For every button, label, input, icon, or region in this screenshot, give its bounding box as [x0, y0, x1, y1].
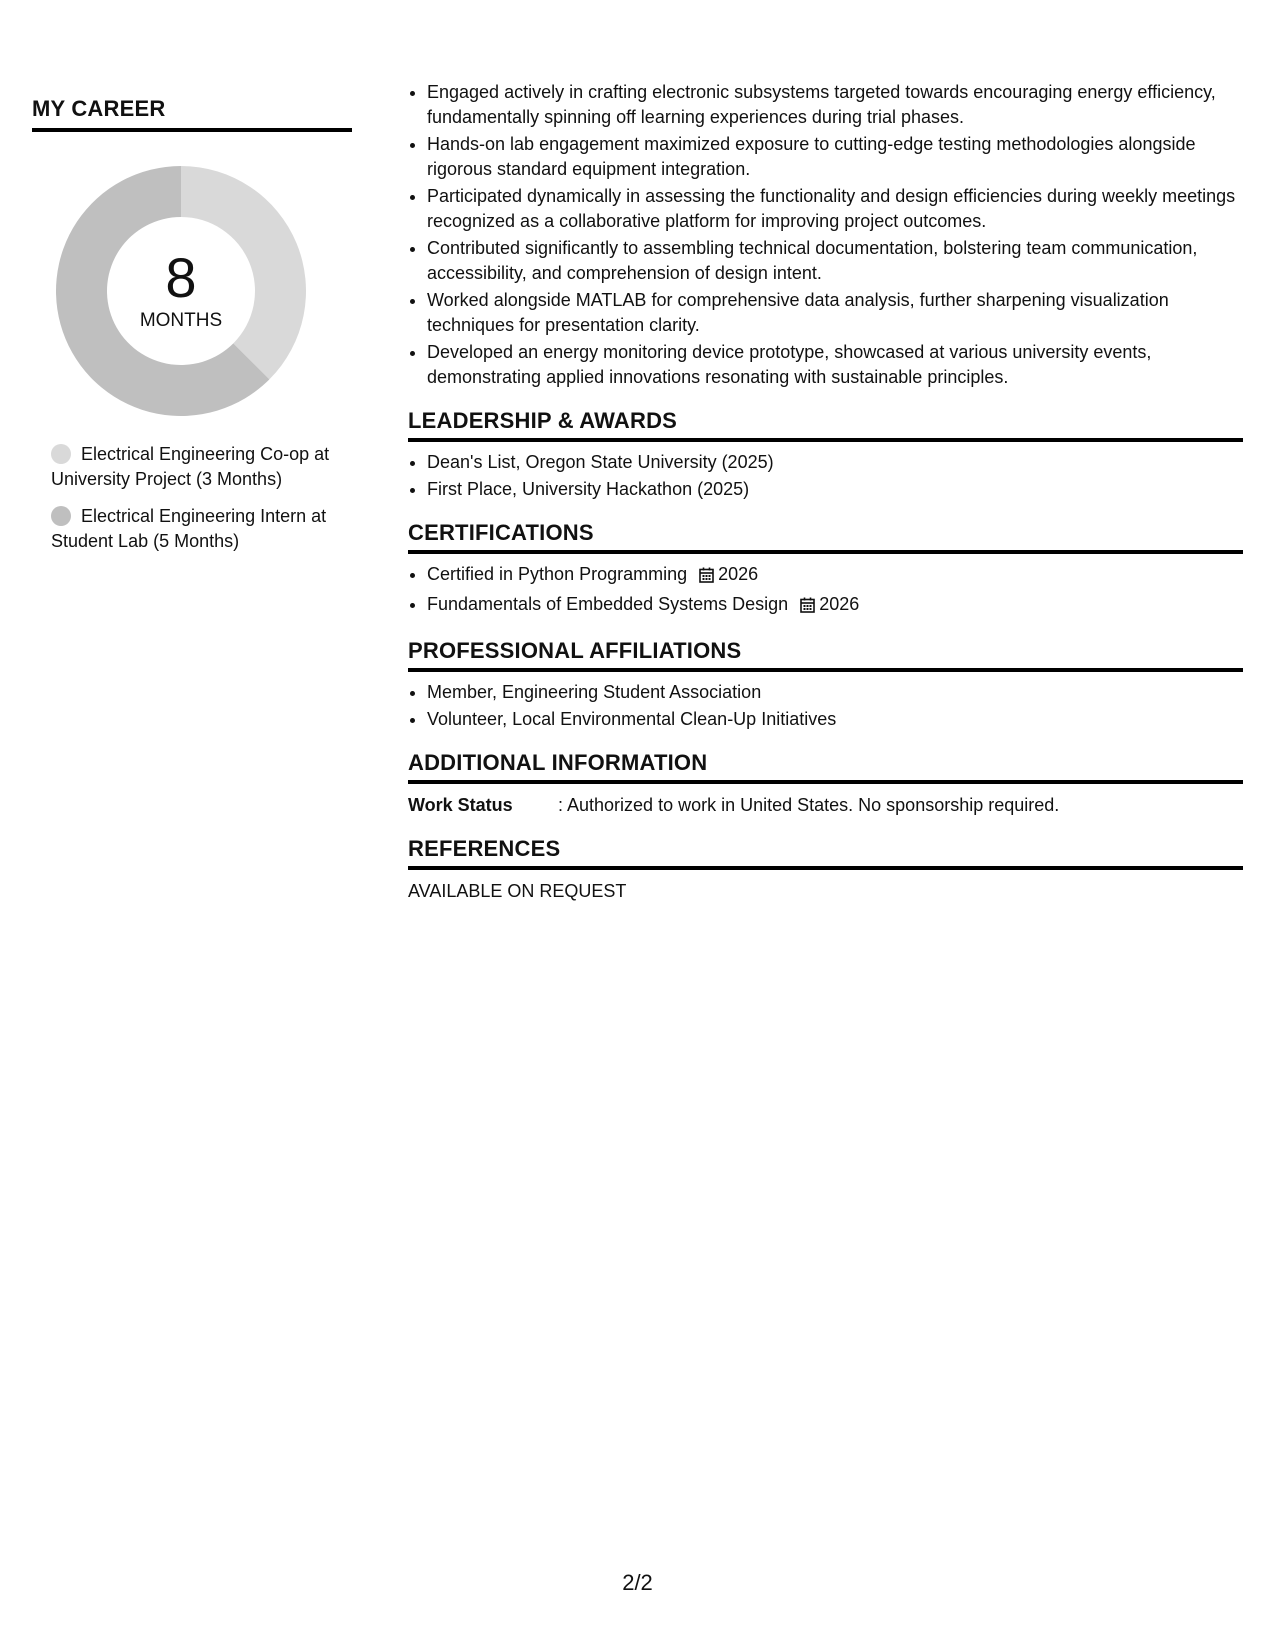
references-text: AVAILABLE ON REQUEST	[408, 881, 627, 901]
affiliations-list	[408, 680, 1243, 732]
certification-item	[427, 562, 1243, 590]
references-heading: REFERENCES	[408, 836, 1243, 870]
affiliation-item: • Volunteer, Local Environmental Clean-Up Initiatives	[427, 707, 1243, 732]
certification-item	[427, 592, 1243, 620]
experience-bullet: • Participated dynamically in assessing the functionality and design efficiencies during weekly meetings recognized as a collaborative platform for improving project outcomes.	[427, 184, 1243, 234]
certifications-list	[408, 562, 1243, 620]
career-sidebar	[32, 96, 352, 566]
certification-year: 2026	[819, 594, 860, 614]
affiliations-heading: PROFESSIONAL AFFILIATIONS	[408, 638, 1243, 672]
experience-bullets	[408, 80, 1243, 390]
career-heading: MY CAREER	[32, 96, 352, 132]
leadership-item: • First Place, University Hackathon (2025)	[427, 477, 1243, 502]
legend-dot-icon	[51, 506, 71, 526]
career-donut-chart	[56, 166, 306, 416]
experience-bullet: • Engaged actively in crafting electronic subsystems targeted towards encouraging energy efficiency, fundamentally spinning off learning experiences during trial phases.	[427, 80, 1243, 130]
legend-item-coop	[51, 442, 352, 492]
experience-bullet: • Worked alongside MATLAB for comprehensive data analysis, further sharpening visualization techniques for presentation clarity.	[427, 288, 1243, 338]
page-number: 2/2	[622, 1570, 653, 1595]
experience-bullet: • Contributed significantly to assembling technical documentation, bolstering team communication, accessibility, and comprehension of design intent.	[427, 236, 1243, 286]
main-content	[408, 80, 1243, 904]
certifications-heading: CERTIFICATIONS	[408, 520, 1243, 554]
calendar-icon	[699, 565, 714, 590]
certification-year: 2026	[718, 564, 759, 584]
leadership-item: • Dean's List, Oregon State University (2025)	[427, 450, 1243, 475]
work-status-row	[408, 792, 1243, 818]
career-legend	[32, 442, 352, 554]
legend-item-intern	[51, 504, 352, 554]
donut-center	[56, 166, 306, 416]
certification-name: Certified in Python Programming	[427, 564, 688, 584]
legend-label: Electrical Engineering Co-op at University Project (3 Months)	[51, 444, 330, 489]
certification-name: Fundamentals of Embedded Systems Design	[427, 594, 789, 614]
experience-bullet: • Hands-on lab engagement maximized exposure to cutting-edge testing methodologies alongside rigorous standard equipment integration.	[427, 132, 1243, 182]
leadership-list	[408, 450, 1243, 502]
legend-label: Electrical Engineering Intern at Student Lab (5 Months)	[51, 506, 327, 551]
total-months-number: 8	[165, 246, 197, 309]
additional-info-heading: ADDITIONAL INFORMATION	[408, 750, 1243, 784]
affiliation-item: • Member, Engineering Student Association	[427, 680, 1243, 705]
work-status-label: Work Status	[408, 795, 513, 815]
total-months-unit: MONTHS	[139, 310, 223, 331]
experience-bullet: • Developed an energy monitoring device prototype, showcased at various university events, demonstrating applied innovations resonating with sustainable principles.	[427, 340, 1243, 390]
leadership-heading: LEADERSHIP & AWARDS	[408, 408, 1243, 442]
legend-dot-icon	[51, 444, 71, 464]
calendar-icon	[800, 595, 815, 620]
work-status-value: : Authorized to work in United States. No sponsorship required.	[558, 795, 1060, 815]
